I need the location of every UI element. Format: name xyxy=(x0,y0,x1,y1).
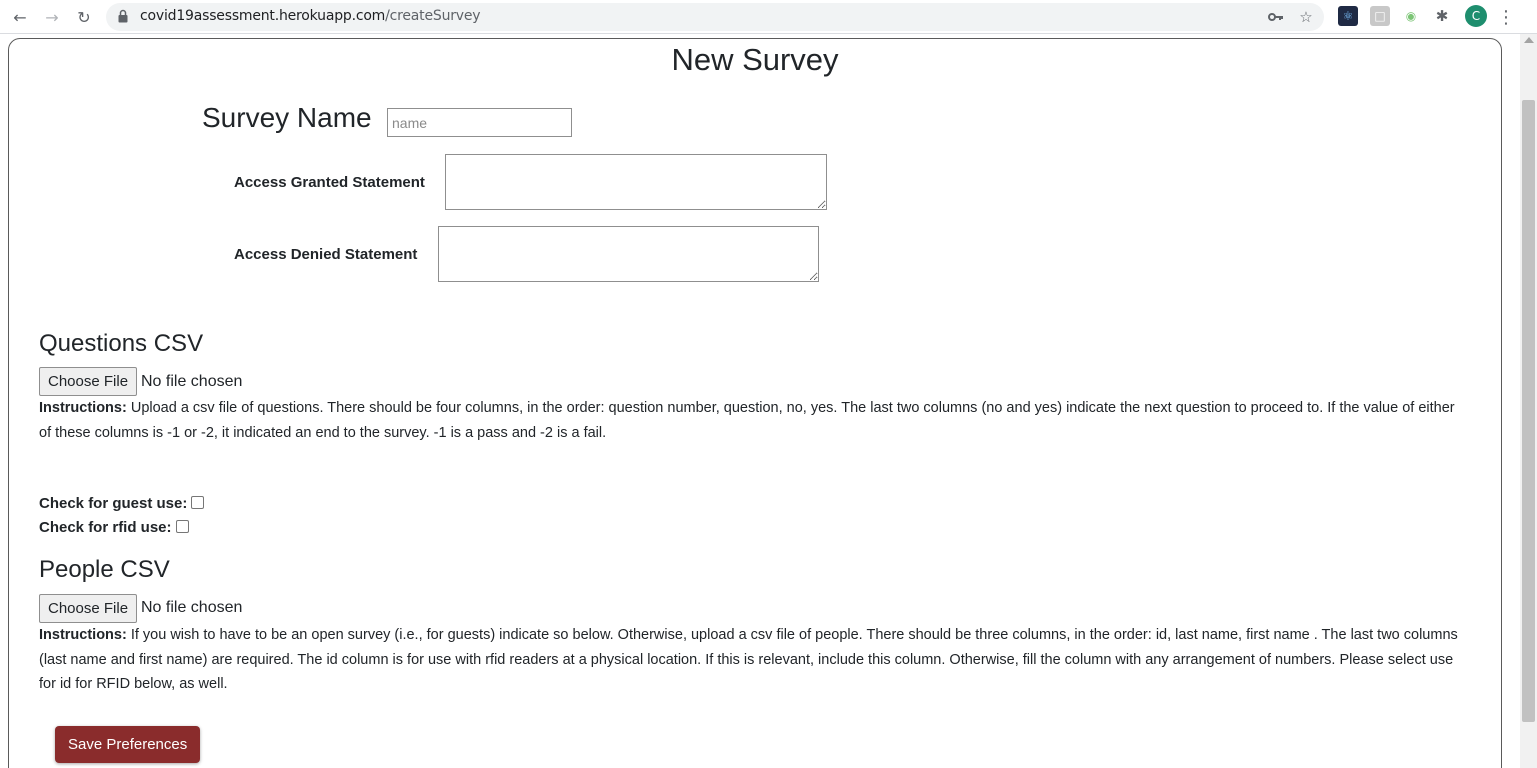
guest-use-checkbox[interactable] xyxy=(191,496,204,509)
extension-square-icon[interactable]: □ xyxy=(1370,6,1390,26)
rfid-use-checkbox[interactable] xyxy=(176,520,189,533)
people-file-status: No file chosen xyxy=(141,599,243,616)
page-scrollbar[interactable] xyxy=(1520,34,1537,768)
url-path: /createSurvey xyxy=(385,8,481,24)
react-extension-icon[interactable]: ⚛ xyxy=(1338,6,1358,26)
survey-name-label: Survey Name xyxy=(202,102,372,133)
access-granted-textarea[interactable] xyxy=(445,154,827,210)
page-viewport xyxy=(0,34,1537,768)
star-bookmark-icon[interactable]: ☆ xyxy=(1299,8,1313,26)
questions-choose-file-button[interactable]: Choose File xyxy=(39,367,137,396)
kebab-menu-icon[interactable]: ⋮ xyxy=(1497,6,1515,28)
scrollbar-thumb[interactable] xyxy=(1522,100,1535,722)
questions-instructions xyxy=(39,396,1469,445)
url-host: covid19assessment.herokuapp.com xyxy=(140,8,386,24)
people-instructions xyxy=(39,623,1469,697)
questions-instructions-bold: Instructions: xyxy=(39,400,127,416)
lock-icon xyxy=(118,9,128,23)
people-instructions-bold: Instructions: xyxy=(39,627,127,643)
url-text xyxy=(140,8,480,24)
profile-initial: C xyxy=(1471,9,1481,23)
people-instructions-text: If you wish to have to be an open survey (i.e., for guests) indicate so below. Otherwise, upload a csv file of people. There should be three columns, in the order: id, last name, first name . The last two columns (last name and first name) are required. The id column is for use with rfid readers at a physical location. If this is relevant, include this column. Otherwise, fill the column with any arrangement of numbers. Please select use for id for RFID below, as well. xyxy=(39,627,1458,692)
browser-toolbar xyxy=(0,0,1537,34)
rfid-use-row xyxy=(39,519,189,536)
access-granted-label: Access Granted Statement xyxy=(234,174,425,191)
puzzle-extensions-icon[interactable]: ✱ xyxy=(1435,7,1449,25)
address-bar[interactable] xyxy=(106,3,1324,31)
page-title: New Survey xyxy=(671,42,839,77)
people-choose-file-button[interactable]: Choose File xyxy=(39,594,137,623)
rfid-use-label: Check for rfid use: xyxy=(39,519,172,536)
scroll-up-arrow-icon[interactable] xyxy=(1524,37,1534,43)
access-denied-textarea[interactable] xyxy=(438,226,819,282)
save-preferences-button[interactable]: Save Preferences xyxy=(55,726,200,763)
survey-name-input[interactable] xyxy=(387,108,572,137)
forward-arrow-icon[interactable]: → xyxy=(45,7,59,27)
back-arrow-icon[interactable]: ← xyxy=(13,7,27,27)
questions-file-status: No file chosen xyxy=(141,373,243,390)
guest-use-row xyxy=(39,495,204,512)
questions-instructions-text: Upload a csv file of questions. There should be four columns, in the order: question number, question, no, yes. The last two columns (no and yes) indicate the next question to proceed to. If the value of either of these columns is -1 or -2, it indicated an end to the survey. -1 is a pass and -2 is a fail. xyxy=(39,400,1455,441)
profile-avatar[interactable] xyxy=(1465,5,1487,27)
guest-use-label: Check for guest use: xyxy=(39,495,188,512)
frog-extension-icon[interactable]: ◉ xyxy=(1405,9,1417,23)
questions-csv-heading: Questions CSV xyxy=(39,330,204,357)
people-csv-heading: People CSV xyxy=(39,556,170,583)
key-icon[interactable] xyxy=(1266,7,1286,27)
reload-icon[interactable]: ↻ xyxy=(77,7,91,27)
access-denied-label: Access Denied Statement xyxy=(234,246,418,263)
